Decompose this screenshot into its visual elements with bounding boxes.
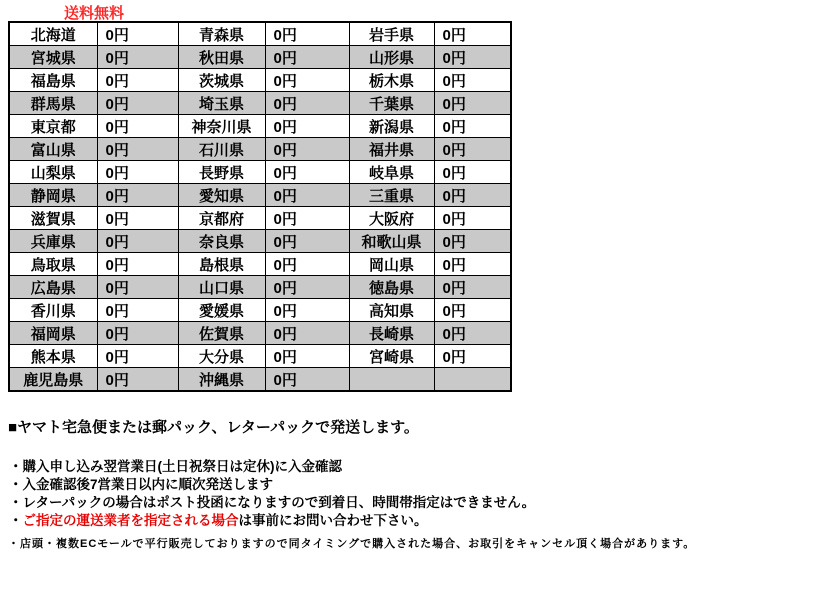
fee-cell: 0円 bbox=[265, 230, 349, 253]
prefecture-name-cell: 東京都 bbox=[9, 115, 97, 138]
fee-cell: 0円 bbox=[265, 253, 349, 276]
prefecture-name-cell: 沖縄県 bbox=[178, 368, 265, 392]
fee-cell: 0円 bbox=[434, 22, 511, 46]
fee-table-row bbox=[9, 253, 511, 276]
fee-cell: 0円 bbox=[97, 184, 178, 207]
fee-table-row bbox=[9, 161, 511, 184]
fee-table-row bbox=[9, 345, 511, 368]
note-text: ・入金確認後7営業日以内に順次発送します bbox=[9, 477, 274, 492]
fee-table-row bbox=[9, 207, 511, 230]
prefecture-name-cell: 岡山県 bbox=[349, 253, 434, 276]
fee-cell: 0円 bbox=[265, 115, 349, 138]
prefecture-name-cell: 高知県 bbox=[349, 299, 434, 322]
prefecture-name-cell: 石川県 bbox=[178, 138, 265, 161]
prefecture-name-cell: 群馬県 bbox=[9, 92, 97, 115]
fee-table-row bbox=[9, 115, 511, 138]
note-line bbox=[9, 476, 535, 494]
fee-cell: 0円 bbox=[434, 207, 511, 230]
prefecture-name-cell: 鳥取県 bbox=[9, 253, 97, 276]
prefecture-name-cell: 山形県 bbox=[349, 46, 434, 69]
note-line bbox=[9, 512, 535, 530]
fee-cell: 0円 bbox=[265, 184, 349, 207]
fee-cell: 0円 bbox=[434, 322, 511, 345]
note-line bbox=[9, 458, 535, 476]
prefecture-name-cell: 岩手県 bbox=[349, 22, 434, 46]
prefecture-name-cell: 奈良県 bbox=[178, 230, 265, 253]
prefecture-name-cell: 大分県 bbox=[178, 345, 265, 368]
fee-cell: 0円 bbox=[434, 230, 511, 253]
fee-table-row bbox=[9, 92, 511, 115]
prefecture-name-cell: 山梨県 bbox=[9, 161, 97, 184]
prefecture-name-cell: 茨城県 bbox=[178, 69, 265, 92]
fee-cell: 0円 bbox=[434, 138, 511, 161]
prefecture-name-cell: 島根県 bbox=[178, 253, 265, 276]
fee-table-row bbox=[9, 299, 511, 322]
prefecture-name-cell: 新潟県 bbox=[349, 115, 434, 138]
free-shipping-label: 送料無料 bbox=[64, 5, 125, 22]
fee-cell: 0円 bbox=[434, 46, 511, 69]
note-text: ・レターパックの場合はポスト投函になりますので到着日、時間帯指定はできません。 bbox=[9, 495, 536, 510]
prefecture-name-cell: 兵庫県 bbox=[9, 230, 97, 253]
fee-table-row bbox=[9, 69, 511, 92]
prefecture-name-cell: 福井県 bbox=[349, 138, 434, 161]
fee-cell: 0円 bbox=[97, 92, 178, 115]
prefecture-name-cell: 岐阜県 bbox=[349, 161, 434, 184]
prefecture-name-cell: 埼玉県 bbox=[178, 92, 265, 115]
fee-table-row bbox=[9, 46, 511, 69]
fee-cell: 0円 bbox=[265, 69, 349, 92]
prefecture-name-cell: 神奈川県 bbox=[178, 115, 265, 138]
prefecture-name-cell: 秋田県 bbox=[178, 46, 265, 69]
fee-table-row bbox=[9, 138, 511, 161]
fee-cell: 0円 bbox=[265, 92, 349, 115]
fee-cell: 0円 bbox=[434, 184, 511, 207]
prefecture-name-cell: 宮崎県 bbox=[349, 345, 434, 368]
note-text: ・ bbox=[9, 513, 23, 528]
prefecture-name-cell: 滋賀県 bbox=[9, 207, 97, 230]
prefecture-name-cell: 福島県 bbox=[9, 69, 97, 92]
prefecture-name-cell: 佐賀県 bbox=[178, 322, 265, 345]
prefecture-name-cell: 愛媛県 bbox=[178, 299, 265, 322]
prefecture-name-cell: 長野県 bbox=[178, 161, 265, 184]
prefecture-name-cell: 香川県 bbox=[9, 299, 97, 322]
fee-cell: 0円 bbox=[97, 345, 178, 368]
fee-cell: 0円 bbox=[434, 345, 511, 368]
fee-cell: 0円 bbox=[97, 69, 178, 92]
fee-cell: 0円 bbox=[265, 345, 349, 368]
fee-cell: 0円 bbox=[265, 207, 349, 230]
fee-cell: 0円 bbox=[265, 138, 349, 161]
fee-table-row bbox=[9, 368, 511, 392]
prefecture-name-cell: 広島県 bbox=[9, 276, 97, 299]
fee-cell: 0円 bbox=[97, 299, 178, 322]
fee-table-row bbox=[9, 276, 511, 299]
prefecture-name-cell: 鹿児島県 bbox=[9, 368, 97, 392]
fee-cell: 0円 bbox=[97, 161, 178, 184]
fee-cell: 0円 bbox=[265, 276, 349, 299]
note-text: は事前にお問い合わせ下さい。 bbox=[238, 513, 428, 528]
fee-cell: 0円 bbox=[265, 161, 349, 184]
prefecture-name-cell: 青森県 bbox=[178, 22, 265, 46]
fee-table-row bbox=[9, 322, 511, 345]
fee-cell: 0円 bbox=[265, 46, 349, 69]
fee-cell: 0円 bbox=[97, 276, 178, 299]
fee-cell: 0円 bbox=[265, 299, 349, 322]
fee-cell: 0円 bbox=[434, 253, 511, 276]
fee-cell: 0円 bbox=[434, 69, 511, 92]
fee-cell: 0円 bbox=[97, 253, 178, 276]
fee-cell: 0円 bbox=[97, 115, 178, 138]
fee-cell: 0円 bbox=[97, 138, 178, 161]
fee-table-row bbox=[9, 184, 511, 207]
fee-cell: 0円 bbox=[265, 22, 349, 46]
prefecture-name-cell: 京都府 bbox=[178, 207, 265, 230]
fee-cell: 0円 bbox=[97, 230, 178, 253]
prefecture-name-cell: 徳島県 bbox=[349, 276, 434, 299]
fee-cell bbox=[434, 368, 511, 392]
prefecture-name-cell: 富山県 bbox=[9, 138, 97, 161]
prefecture-name-cell: 和歌山県 bbox=[349, 230, 434, 253]
notes-block bbox=[9, 458, 535, 530]
fee-cell: 0円 bbox=[97, 322, 178, 345]
fee-cell: 0円 bbox=[97, 46, 178, 69]
fee-cell: 0円 bbox=[434, 299, 511, 322]
fee-cell: 0円 bbox=[434, 276, 511, 299]
prefecture-name-cell: 大阪府 bbox=[349, 207, 434, 230]
fee-cell: 0円 bbox=[97, 22, 178, 46]
note-text: ・購入申し込み翌営業日(土日祝祭日は定休)に入金確認 bbox=[9, 459, 342, 474]
fee-cell: 0円 bbox=[265, 368, 349, 392]
prefecture-name-cell: 北海道 bbox=[9, 22, 97, 46]
prefecture-name-cell bbox=[349, 368, 434, 392]
prefecture-name-cell: 長崎県 bbox=[349, 322, 434, 345]
fee-cell: 0円 bbox=[434, 92, 511, 115]
shipping-fee-table bbox=[8, 21, 512, 392]
fee-cell: 0円 bbox=[434, 115, 511, 138]
fee-table-row bbox=[9, 22, 511, 46]
prefecture-name-cell: 熊本県 bbox=[9, 345, 97, 368]
fine-print-note: ・店頭・複数ECモールで平行販売しておりますので同タイミングで購入された場合、お取引をキャンセル頂く場合があります。 bbox=[8, 538, 696, 550]
prefecture-name-cell: 宮城県 bbox=[9, 46, 97, 69]
prefecture-name-cell: 千葉県 bbox=[349, 92, 434, 115]
fee-cell: 0円 bbox=[265, 322, 349, 345]
fee-cell: 0円 bbox=[97, 207, 178, 230]
prefecture-name-cell: 栃木県 bbox=[349, 69, 434, 92]
note-line bbox=[9, 494, 535, 512]
prefecture-name-cell: 三重県 bbox=[349, 184, 434, 207]
prefecture-name-cell: 山口県 bbox=[178, 276, 265, 299]
prefecture-name-cell: 愛知県 bbox=[178, 184, 265, 207]
fee-table-row bbox=[9, 230, 511, 253]
prefecture-name-cell: 福岡県 bbox=[9, 322, 97, 345]
note-highlight-red: ご指定の運送業者を指定される場合 bbox=[22, 513, 239, 528]
shipping-method-note: ■ヤマト宅急便または郵パック、レターパックで発送します。 bbox=[8, 419, 419, 436]
fee-cell: 0円 bbox=[97, 368, 178, 392]
prefecture-name-cell: 静岡県 bbox=[9, 184, 97, 207]
fee-cell: 0円 bbox=[434, 161, 511, 184]
